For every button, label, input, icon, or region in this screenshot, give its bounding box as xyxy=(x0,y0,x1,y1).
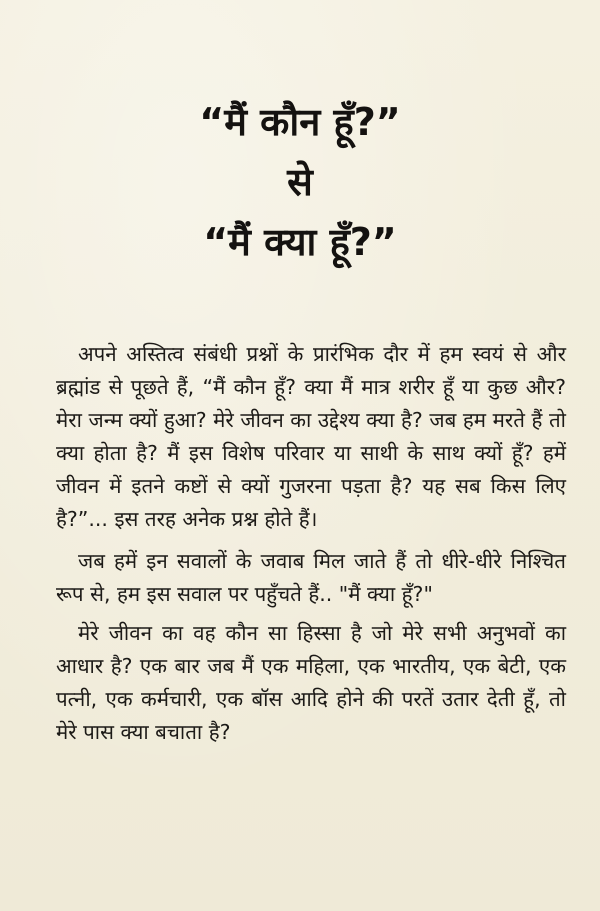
paragraph-2: जब हमें इन सवालों के जवाब मिल जाते हैं तो धीरे-धीरे निश्चित रूप से, हम इस सवाल पर पहुँचते हैं.. "मैं क्या हूँ?" xyxy=(56,549,566,606)
paragraph-1: अपने अस्तित्व संबंधी प्रश्नों के प्रारंभिक दौर में हम स्वयं से और ब्रह्मांड से पूछते हैं, “मैं कौन हूँ? क्या मैं मात्र शरीर हूँ या कुछ और? मेरा जन्म क्यों हुआ? मेरे जीवन का उद्देश्य क्या है? जब हम मरते हैं तो क्या होता है? मैं इस विशेष परिवार या साथी के साथ क्यों हूँ? हमें जीवन में इतने कष्टों से क्यों गुजरना पड़ता है? यह सब किस लिए है?”... इस तरह अनेक प्रश्न होते हैं। xyxy=(56,342,566,531)
chapter-title-line-3: “मैं क्या हूँ?” xyxy=(203,220,397,264)
chapter-title-line-1: “मैं कौन हूँ?” xyxy=(199,100,401,144)
chapter-title xyxy=(0,92,600,272)
chapter-title-line-2: से xyxy=(287,160,313,204)
body-text xyxy=(56,338,566,758)
paragraph-3: मेरे जीवन का वह कौन सा हिस्सा है जो मेरे सभी अनुभवों का आधार है? एक बार जब मैं एक महिला, एक भारतीय, एक बेटी, एक पत्नी, एक कर्मचारी, एक बॉस आदि होने की परतें उतार देती हूँ, तो मेरे पास क्या बचाता है? xyxy=(56,621,566,744)
